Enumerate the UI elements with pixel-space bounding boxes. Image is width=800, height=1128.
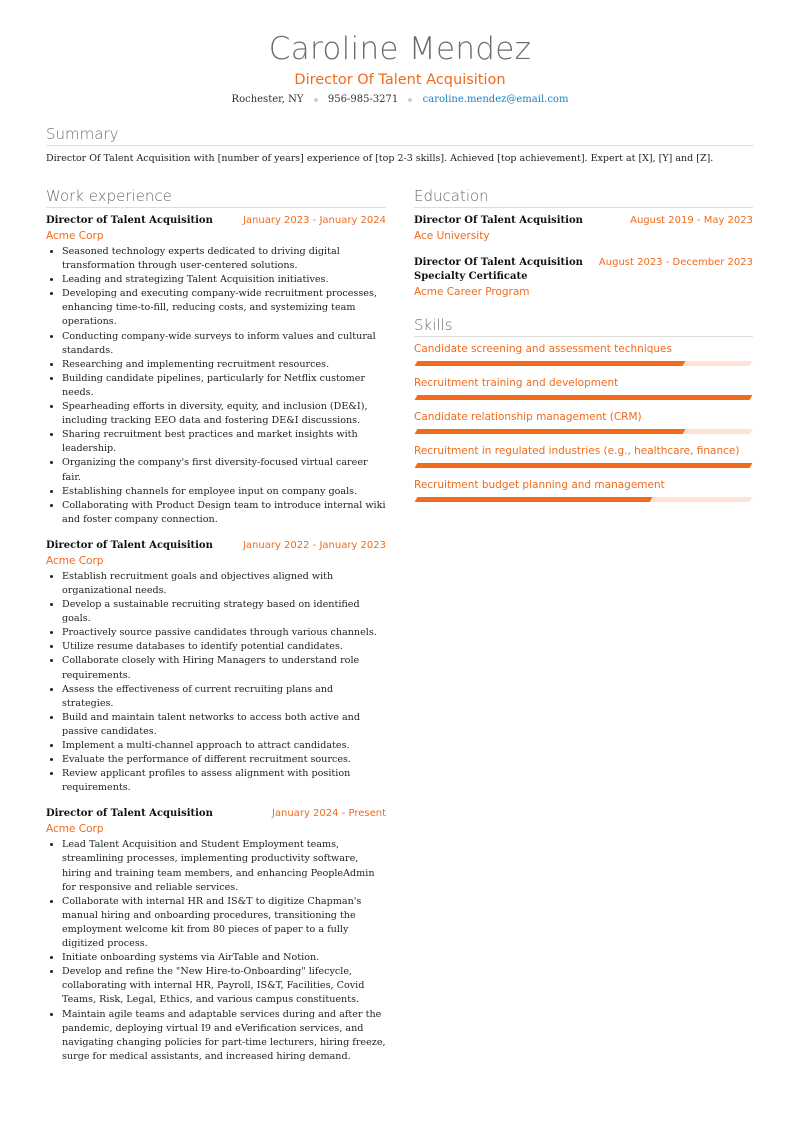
job-bullet: • Review applicant profiles to assess alignment with position requirements.: [62, 767, 386, 795]
job-company: Acme Corp: [46, 823, 104, 836]
job-bullet: • Assess the effectiveness of current recruiting plans and strategies.: [62, 683, 386, 711]
skill-level-fill: [415, 463, 753, 468]
separator-dot: [408, 98, 412, 102]
education-header: [414, 214, 753, 228]
skill-label: Candidate relationship management (CRM): [414, 411, 642, 423]
skill-label: Recruitment training and development: [414, 377, 619, 389]
job-dates: January 2024 - Present: [271, 808, 386, 820]
job-bullets: [46, 570, 386, 796]
job-bullet: • Develop a sustainable recruiting strategy based on identified goals.: [62, 598, 386, 626]
job-bullet: • Maintain agile teams and adaptable services during and after the pandemic, deploying virtual I9 and eVerification services, and navigating changing policies for part-time lecturers, hiring freeze, surge for medical assistants, and increased hiring demand.: [62, 1008, 386, 1064]
job-list: [46, 214, 386, 1064]
job-company: Acme Corp: [46, 554, 104, 567]
job-dates: January 2023 - January 2024: [242, 215, 386, 226]
job-dates: January 2022 - January 2023: [242, 539, 386, 551]
education-list: [414, 214, 753, 300]
contact-location: Rochester, NY: [231, 94, 304, 105]
job-bullet: • Utilize resume databases to identify potential candidates.: [62, 640, 386, 654]
education-header: [414, 256, 753, 284]
job-bullet: • Collaborating with Product Design team to introduce internal wiki and foster company connection.: [62, 499, 386, 527]
job-entry: [46, 807, 386, 1064]
summary-text: Director Of Talent Acquisition with [number of years] experience of [top 2-3 skills]. Achieved [top achievement]. Expert at [X], [Y] and [Z].: [46, 153, 714, 164]
skill-item: [414, 410, 753, 434]
candidate-title: Director Of Talent Acquisition: [294, 72, 506, 88]
skill-level-fill: [415, 429, 686, 434]
right-column: [414, 187, 753, 1064]
job-bullet: • Building candidate pipelines, particularly for Netflix customer needs.: [62, 372, 386, 400]
education-heading: Education: [414, 187, 753, 208]
contact-line: [46, 94, 754, 105]
candidate-name: Caroline Mendez: [268, 31, 532, 67]
job-bullet: • Implement a multi-channel approach to attract candidates.: [62, 739, 386, 753]
job-bullets: [46, 838, 386, 1064]
skill-item: [414, 444, 753, 468]
education-dates: August 2019 - May 2023: [630, 215, 753, 226]
job-bullet: • Establishing channels for employee input on company goals.: [62, 485, 386, 499]
job-entry: [46, 539, 386, 796]
job-company: Acme Corp: [46, 230, 104, 242]
skill-level-bar: [415, 497, 753, 502]
skill-label: Candidate screening and assessment techniques: [414, 343, 672, 355]
skill-item: [414, 478, 753, 502]
job-bullet: • Build and maintain talent networks to access both active and passive candidates.: [62, 711, 386, 739]
job-bullet: • Spearheading efforts in diversity, equity, and inclusion (DE&I), including tracking EEO data and fostering DE&I discussions.: [62, 400, 386, 428]
job-bullet: • Seasoned technology experts dedicated to driving digital transformation through user-centered solutions.: [62, 245, 386, 273]
job-bullet: • Sharing recruitment best practices and market insights with leadership.: [62, 428, 386, 456]
resume-header: [46, 0, 754, 105]
education-entry: [414, 256, 753, 300]
job-bullet: • Initiate onboarding systems via AirTable and Notion.: [62, 951, 386, 965]
job-bullets: [46, 245, 386, 527]
skills-list: [414, 342, 753, 502]
skill-level-bar: [415, 463, 753, 468]
skill-level-fill: [415, 497, 652, 502]
summary-heading: Summary: [46, 125, 754, 146]
job-header: [46, 214, 386, 228]
job-bullet: • Evaluate the performance of different recruitment sources.: [62, 753, 386, 767]
separator-dot: [314, 98, 318, 102]
education-school: Ace University: [414, 230, 490, 242]
job-header: [46, 539, 386, 553]
skill-label: Recruitment in regulated industries (e.g., healthcare, finance): [414, 445, 740, 457]
job-entry: [46, 214, 386, 527]
job-bullet: • Collaborate closely with Hiring Managers to understand role requirements.: [62, 654, 386, 682]
education-dates: August 2023 - December 2023: [598, 257, 753, 268]
skill-level-fill: [415, 395, 753, 400]
contact-phone: 956-985-3271: [327, 94, 399, 105]
skill-level-bar: [415, 361, 753, 366]
job-bullet: • Organizing the company's first diversity-focused virtual career fair.: [62, 456, 386, 484]
job-bullet: • Conducting company-wide surveys to inform values and cultural standards.: [62, 330, 386, 358]
skills-section: [414, 316, 753, 502]
job-bullet: • Proactively source passive candidates through various channels.: [62, 626, 386, 640]
education-school: Acme Career Program: [414, 286, 530, 298]
skill-level-fill: [415, 361, 686, 366]
education-title: Director Of Talent Acquisition: [414, 215, 583, 226]
skill-item: [414, 376, 753, 400]
job-bullet: • Collaborate with internal HR and IS&T to digitize Chapman's manual hiring and onboarding procedures, transitioning the employment welcome kit from 80 pieces of paper to a fully digitized process.: [62, 895, 386, 951]
job-header: [46, 807, 386, 821]
two-column-body: [46, 187, 754, 1064]
job-title: Director of Talent Acquisition: [46, 215, 213, 226]
contact-email-link[interactable]: caroline.mendez@email.com: [422, 94, 569, 105]
job-bullet: • Researching and implementing recruitment resources.: [62, 358, 386, 372]
job-bullet: • Develop and refine the "New Hire-to-Onboarding" lifecycle, collaborating with internal HR, Payroll, IS&T, Facilities, Covid Teams, Risk, Legal, Ethics, and various campus constituents.: [62, 965, 386, 1007]
skills-heading: Skills: [414, 316, 753, 337]
job-bullet: • Lead Talent Acquisition and Student Employment teams, streamlining processes, implementing productivity software, hiring and training team members, and enhancing PeopleAdmin for responsive and reliable services.: [62, 838, 386, 894]
job-title: Director of Talent Acquisition: [46, 808, 213, 820]
skill-item: [414, 342, 753, 366]
skill-label: Recruitment budget planning and management: [414, 479, 665, 491]
skill-level-bar: [415, 429, 753, 434]
job-bullet: • Leading and strategizing Talent Acquisition initiatives.: [62, 273, 386, 287]
education-title: Director Of Talent Acquisition Specialty Certificate: [414, 257, 583, 282]
education-section: [414, 187, 753, 300]
work-experience-section: [46, 187, 386, 1064]
work-heading: Work experience: [46, 187, 386, 208]
education-entry: [414, 214, 753, 244]
job-bullet: • Developing and executing company-wide recruitment processes, enhancing time-to-fill, reducing costs, and systemizing team operations.: [62, 287, 386, 329]
job-bullet: • Establish recruitment goals and objectives aligned with organizational needs.: [62, 570, 386, 598]
skill-level-bar: [415, 395, 753, 400]
job-title: Director of Talent Acquisition: [46, 539, 213, 551]
summary-section: [46, 125, 754, 165]
